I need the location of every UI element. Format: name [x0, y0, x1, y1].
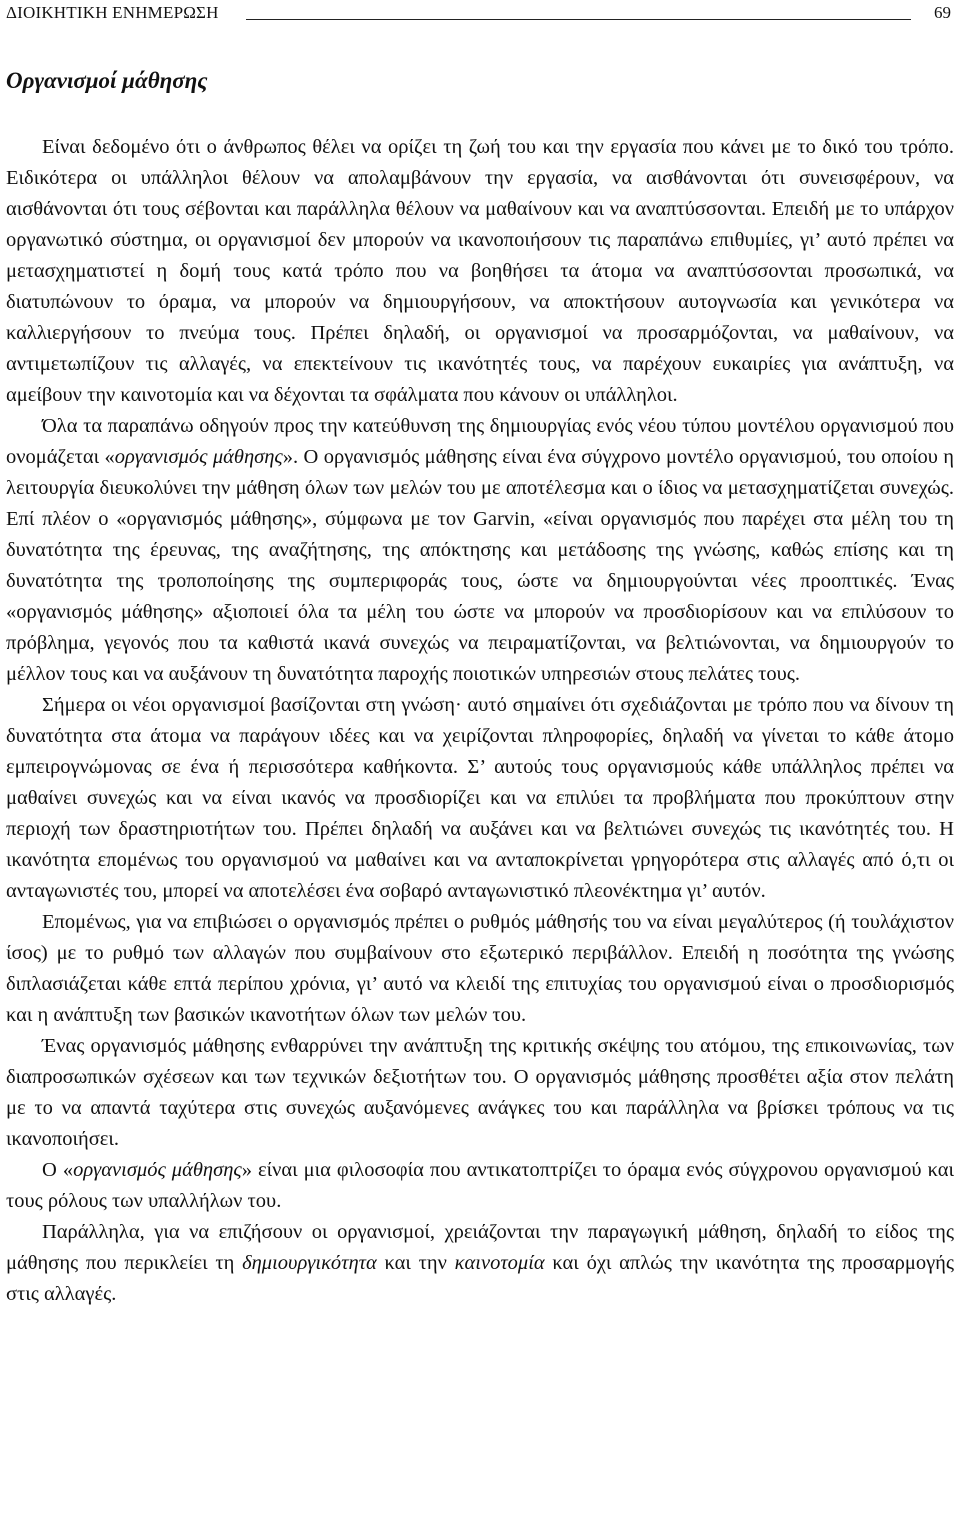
paragraph [6, 907, 954, 1031]
paragraph-text: Παράλληλα, για να επιζήσουν οι οργανισμοί, χρειάζονται την παραγωγική μάθηση, δηλαδή το είδος της μάθησης που περικλείει τη [6, 1221, 954, 1274]
italic-term: καινοτομία [454, 1252, 545, 1274]
italic-term: οργανισμός μάθησης [73, 1159, 242, 1181]
paragraph-text: και όχι απλώς την ικανότητα της προσαρμογής στις αλλαγές. [6, 1252, 954, 1305]
paragraph-text: Ο « [42, 1159, 74, 1181]
paragraph [6, 1031, 954, 1155]
paragraph-text: ». Ο οργανισμός μάθησης είναι ένα σύγχρονο μοντέλο οργανισμού, του οποίου η λειτουργία διευκολύνει την μάθηση όλων των μελών του με αποτέλεσμα και ο ίδιος να μετασχηματίζεται συνεχώς. Επί πλέον ο «οργανισμός μάθησης», σύμφωνα με τον Garvin, «είναι οργανισμός που παρέχει στα μέλη του τη δυνατότητα της έρευνας, της αναζήτησης, της απόκτησης και μετάδοσης της γνώσης, καθώς επίσης και τη δυνατότητα της τροποποίησης της συμπεριφοράς τους, ώστε να δημιουργούνται νέες προοπτικές. Ένας «οργανισμός μάθησης» αξιοποιεί όλα τα μέλη του ώστε να μπορούν να προσδιορίσουν και να επιλύσουν το πρόβλημα, γεγονός που τα καθιστά ικανά συνεχώς να πειραματίζονται, να βελτιώνονται, να δημιουργούν το μέλλον τους και να αυξάνουν τη δυνατότητα παροχής ποιοτικών υπηρεσιών στους πελάτες τους. [6, 446, 954, 685]
paragraph-text: Σήμερα οι νέοι οργανισμοί βασίζονται στη γνώση· αυτό σημαίνει ότι σχεδιάζονται με τρόπο που να δίνουν τη δυνατότητα στα άτομα να παράγουν ιδέες και να χειρίζονται πληροφορίες, δηλαδή να γίνεται το κάθε άτομο εμπειρογνώμονας σε ένα ή περισσότερα καθήκοντα. Σ’ αυτούς τους οργανισμούς κάθε υπάλληλος πρέπει να μαθαίνει συνεχώς και να είναι ικανός να προσδιορίζει και να επιλύει τα προβλήματα που προκύπτουν στην περιοχή των δραστηριοτήτων του. Πρέπει δηλαδή να αυξάνει και να βελτιώνει συνεχώς τις ικανότητές του. Η ικανότητα επομένως του οργανισμού να μαθαίνει και να ανταποκρίνεται γρηγορότερα στις αλλαγές από ό,τι οι ανταγωνιστές του, μπορεί να αποτελέσει ένα σοβαρό ανταγωνιστικό πλεονέκτημα γι’ αυτόν. [6, 694, 954, 902]
paragraph [6, 411, 954, 690]
paragraph-text: Ένας οργανισμός μάθησης ενθαρρύνει την ανάπτυξη της κριτικής σκέψης του ατόμου, της επικοινωνίας, των διαπροσωπικών σχέσεων και των τεχνικών δεξιοτήτων του. Ο οργανισμός μάθησης προσθέτει αξία στον πελάτη με το να απαντά ταχύτερα στις συνεχώς αυξανόμενες ανάγκες του και παράλληλα να βρίσκει τρόπους να τις ικανοποιήσει. [6, 1035, 954, 1150]
paragraph [6, 1217, 954, 1310]
running-header [6, 2, 951, 24]
section-title: Οργανισμοί μάθησης [6, 68, 208, 93]
paragraph [6, 690, 954, 907]
body-text [6, 132, 954, 1310]
paragraph-text: Είναι δεδομένο ότι ο άνθρωπος θέλει να ορίζει τη ζωή του και την εργασία που κάνει με το δικό του τρόπο. Ειδικότερα οι υπάλληλοι θέλουν να απολαμβάνουν την εργασία, να αισθάνονται ότι συνεισφέρουν, να αισθάνονται ότι τους σέβονται και παράλληλα θέλουν να μαθαίνουν και να αναπτύσσονται. Επειδή με το υπάρχον οργανωτικό σύστημα, οι οργανισμοί δεν μπορούν να ικανοποιήσουν τις παραπάνω επιθυμίες, γι’ αυτό πρέπει να μετασχηματιστεί η δομή τους κατά τρόπο που να βοηθήσει τα άτομα να αναπτύσσονται προσωπικά, να διατυπώνουν το όραμα, να μπορούν να δημιουργήσουν, να αποκτήσουν αυτογνωσία και γενικότερα να καλλιεργήσουν το πνεύμα τους. Πρέπει δηλαδή, οι οργανισμοί να προσαρμόζονται, να μαθαίνουν, να αντιμετωπίζουν τις αλλαγές, να επεκτείνουν τις ικανότητές τους, να παρέχουν ευκαιρίες για ανάπτυξη, να αμείβουν την καινοτομία και να δέχονται τα σφάλματα που κάνουν οι υπάλληλοι. [6, 136, 954, 406]
italic-term: οργανισμός μάθησης [114, 446, 283, 468]
header-rule [246, 19, 911, 20]
page-number: 69 [934, 3, 951, 22]
paragraph-text: Όλα τα παραπάνω οδηγούν προς την κατεύθυνση της δημιουργίας ενός νέου τύπου μοντέλου οργανισμού που ονομάζεται « [6, 415, 954, 468]
paragraph-text: και την [376, 1252, 455, 1274]
running-title: ΔΙΟΙΚΗΤΙΚΗ ΕΝΗΜΕΡΩΣΗ [6, 3, 219, 22]
paragraph-text: Επομένως, για να επιβιώσει ο οργανισμός πρέπει ο ρυθμός μάθησής του να είναι μεγαλύτερος (ή τουλάχιστον ίσος) με το ρυθμό των αλλαγών που συμβαίνουν στο εξωτερικό περιβάλλον. Επειδή η ποσότητα της γνώσης διπλασιάζεται κάθε επτά περίπου χρόνια, γι’ αυτό να κλειδί της επιτυχίας του οργανισμού είναι ο προσδιορισμός και η ανάπτυξη των βασικών ικανοτήτων όλων των μελών του. [6, 911, 954, 1026]
paragraph [6, 132, 954, 411]
paragraph-text: » είναι μια φιλοσοφία που αντικατοπτρίζει το όραμα ενός σύγχρονου οργανισμού και τους ρόλους των υπαλλήλων του. [6, 1159, 954, 1212]
italic-term: δημιουργικότητα [242, 1252, 377, 1274]
paragraph [6, 1155, 954, 1217]
